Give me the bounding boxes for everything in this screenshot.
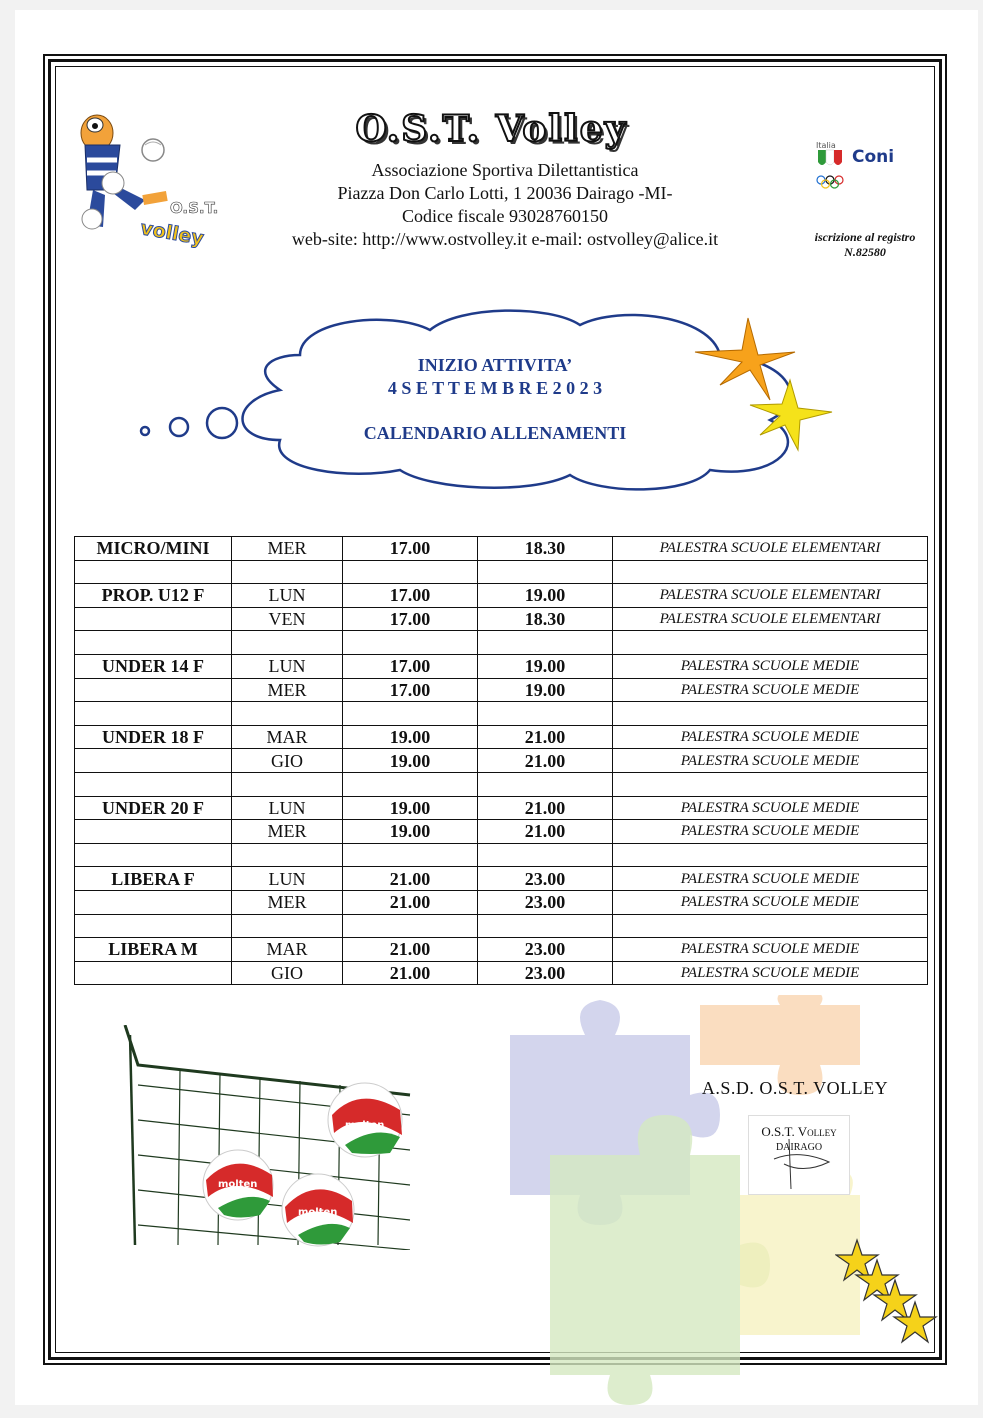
venue-cell: PALESTRA SCUOLE MEDIE <box>613 867 928 891</box>
stamp-town: DAIRAGO <box>775 1142 823 1153</box>
venue-cell: PALESTRA SCUOLE MEDIE <box>613 890 928 914</box>
day-cell <box>232 631 343 655</box>
start-time-cell: 17.00 <box>343 678 478 702</box>
end-time-cell: 19.00 <box>478 584 613 608</box>
end-time-cell <box>478 702 613 726</box>
table-row <box>75 749 928 773</box>
table-row <box>75 654 928 678</box>
category-cell: UNDER 20 F <box>75 796 232 820</box>
day-cell <box>232 843 343 867</box>
table-row <box>75 678 928 702</box>
category-cell <box>75 843 232 867</box>
end-time-cell <box>478 772 613 796</box>
end-time-cell <box>478 914 613 938</box>
venue-cell: PALESTRA SCUOLE MEDIE <box>613 725 928 749</box>
day-cell <box>232 772 343 796</box>
ball-right <box>282 1174 354 1246</box>
category-cell <box>75 961 232 985</box>
end-time-cell: 18.30 <box>478 537 613 561</box>
category-cell: UNDER 18 F <box>75 725 232 749</box>
coni-italia-text: Italia <box>816 141 836 150</box>
cloud-start-label: INIZIO ATTIVITA’ <box>417 355 573 375</box>
category-cell <box>75 772 232 796</box>
start-time-cell: 19.00 <box>343 796 478 820</box>
day-cell: MAR <box>232 938 343 962</box>
day-cell: MER <box>232 537 343 561</box>
start-time-cell <box>343 914 478 938</box>
venue-cell <box>613 702 928 726</box>
table-row <box>75 560 928 584</box>
end-time-cell: 23.00 <box>478 890 613 914</box>
training-schedule-table <box>74 536 928 985</box>
end-time-cell: 19.00 <box>478 654 613 678</box>
club-title: O.S.T. Volley <box>355 108 628 150</box>
day-cell: MER <box>232 890 343 914</box>
ball-top <box>328 1083 402 1157</box>
end-time-cell: 23.00 <box>478 961 613 985</box>
venue-cell: PALESTRA SCUOLE ELEMENTARI <box>613 584 928 608</box>
start-time-cell <box>343 560 478 584</box>
end-time-cell: 21.00 <box>478 749 613 773</box>
category-cell <box>75 560 232 584</box>
start-time-cell: 21.00 <box>343 938 478 962</box>
start-time-cell: 17.00 <box>343 584 478 608</box>
category-cell: PROP. U12 F <box>75 584 232 608</box>
signature-club-name: A.S.D. O.S.T. VOLLEY <box>701 1078 889 1098</box>
venue-cell: PALESTRA SCUOLE MEDIE <box>613 961 928 985</box>
coni-logo <box>812 140 912 195</box>
day-cell <box>232 702 343 726</box>
category-cell <box>75 749 232 773</box>
end-time-cell: 19.00 <box>478 678 613 702</box>
day-cell: GIO <box>232 749 343 773</box>
table-row <box>75 631 928 655</box>
day-cell: LUN <box>232 584 343 608</box>
day-cell: MAR <box>232 725 343 749</box>
association-type: Associazione Sportiva Dilettantistica <box>371 160 639 180</box>
venue-cell <box>613 631 928 655</box>
end-time-cell: 21.00 <box>478 725 613 749</box>
start-time-cell: 17.00 <box>343 654 478 678</box>
day-cell: VEN <box>232 607 343 631</box>
end-time-cell: 21.00 <box>478 796 613 820</box>
venue-cell: PALESTRA SCUOLE ELEMENTARI <box>613 607 928 631</box>
category-cell <box>75 607 232 631</box>
end-time-cell: 21.00 <box>478 820 613 844</box>
gold-stars-decoration <box>835 1235 945 1355</box>
category-cell <box>75 678 232 702</box>
end-time-cell: 23.00 <box>478 938 613 962</box>
end-time-cell <box>478 631 613 655</box>
end-time-cell <box>478 560 613 584</box>
venue-cell <box>613 843 928 867</box>
table-row <box>75 938 928 962</box>
ball-left <box>203 1150 273 1220</box>
logo-text-volley: volley <box>138 217 206 250</box>
club-stamp <box>748 1115 850 1195</box>
venue-cell: PALESTRA SCUOLE MEDIE <box>613 820 928 844</box>
end-time-cell: 18.30 <box>478 607 613 631</box>
table-row <box>75 772 928 796</box>
volleyball-net-illustration <box>120 1025 420 1250</box>
ball-brand-3: molten <box>298 1207 338 1218</box>
coni-register-number: N.82580 <box>844 245 886 259</box>
cloud-calendar-title: CALENDARIO ALLENAMENTI <box>363 423 627 443</box>
venue-cell <box>613 560 928 584</box>
start-time-cell: 17.00 <box>343 607 478 631</box>
table-row <box>75 820 928 844</box>
coni-register-label: iscrizione al registro <box>814 230 916 244</box>
venue-cell: PALESTRA SCUOLE MEDIE <box>613 654 928 678</box>
day-cell: GIO <box>232 961 343 985</box>
day-cell: MER <box>232 678 343 702</box>
cloud-banner <box>130 300 850 500</box>
signature-scribble <box>769 1134 839 1194</box>
venue-cell: PALESTRA SCUOLE MEDIE <box>613 678 928 702</box>
start-time-cell <box>343 772 478 796</box>
ball-brand-1: molten <box>345 1120 385 1131</box>
day-cell: LUN <box>232 654 343 678</box>
end-time-cell: 23.00 <box>478 867 613 891</box>
table-row <box>75 607 928 631</box>
category-cell <box>75 890 232 914</box>
table-row <box>75 867 928 891</box>
venue-cell: PALESTRA SCUOLE ELEMENTARI <box>613 537 928 561</box>
start-time-cell: 21.00 <box>343 890 478 914</box>
day-cell: MER <box>232 820 343 844</box>
venue-cell <box>613 914 928 938</box>
venue-cell: PALESTRA SCUOLE MEDIE <box>613 749 928 773</box>
ball-brand-2: molten <box>218 1179 258 1190</box>
table-row <box>75 702 928 726</box>
category-cell <box>75 631 232 655</box>
table-row <box>75 537 928 561</box>
table-row <box>75 914 928 938</box>
start-time-cell <box>343 631 478 655</box>
start-time-cell: 21.00 <box>343 867 478 891</box>
table-row <box>75 725 928 749</box>
cloud-start-date: 4 S E T T E M B R E 2 0 2 3 <box>387 378 603 398</box>
venue-cell: PALESTRA SCUOLE MEDIE <box>613 938 928 962</box>
table-row <box>75 796 928 820</box>
address: Piazza Don Carlo Lotti, 1 20036 Dairago -MI- <box>337 183 673 203</box>
category-cell: LIBERA M <box>75 938 232 962</box>
table-row <box>75 890 928 914</box>
category-cell <box>75 820 232 844</box>
category-cell: UNDER 14 F <box>75 654 232 678</box>
end-time-cell <box>478 843 613 867</box>
puzzle-pieces-illustration <box>490 995 870 1405</box>
coni-name-text: Coni <box>852 147 895 167</box>
category-cell: MICRO/MINI <box>75 537 232 561</box>
table-row <box>75 843 928 867</box>
start-time-cell <box>343 702 478 726</box>
day-cell: LUN <box>232 867 343 891</box>
category-cell <box>75 702 232 726</box>
start-time-cell: 19.00 <box>343 820 478 844</box>
coni-registration <box>800 230 930 260</box>
stamp-club-name: O.S.T. Volley <box>761 1124 837 1139</box>
day-cell <box>232 560 343 584</box>
start-time-cell: 17.00 <box>343 537 478 561</box>
category-cell <box>75 914 232 938</box>
venue-cell: PALESTRA SCUOLE MEDIE <box>613 796 928 820</box>
category-cell: LIBERA F <box>75 867 232 891</box>
table-row <box>75 584 928 608</box>
table-row <box>75 961 928 985</box>
start-time-cell: 21.00 <box>343 961 478 985</box>
contacts: web-site: http://www.ostvolley.it e-mail: ostvolley@alice.it <box>291 229 719 249</box>
day-cell: LUN <box>232 796 343 820</box>
venue-cell <box>613 772 928 796</box>
tax-code: Codice fiscale 93028760150 <box>402 206 608 226</box>
logo-text-ost: O.S.T. <box>170 199 219 217</box>
start-time-cell: 19.00 <box>343 725 478 749</box>
day-cell <box>232 914 343 938</box>
start-time-cell: 19.00 <box>343 749 478 773</box>
start-time-cell <box>343 843 478 867</box>
